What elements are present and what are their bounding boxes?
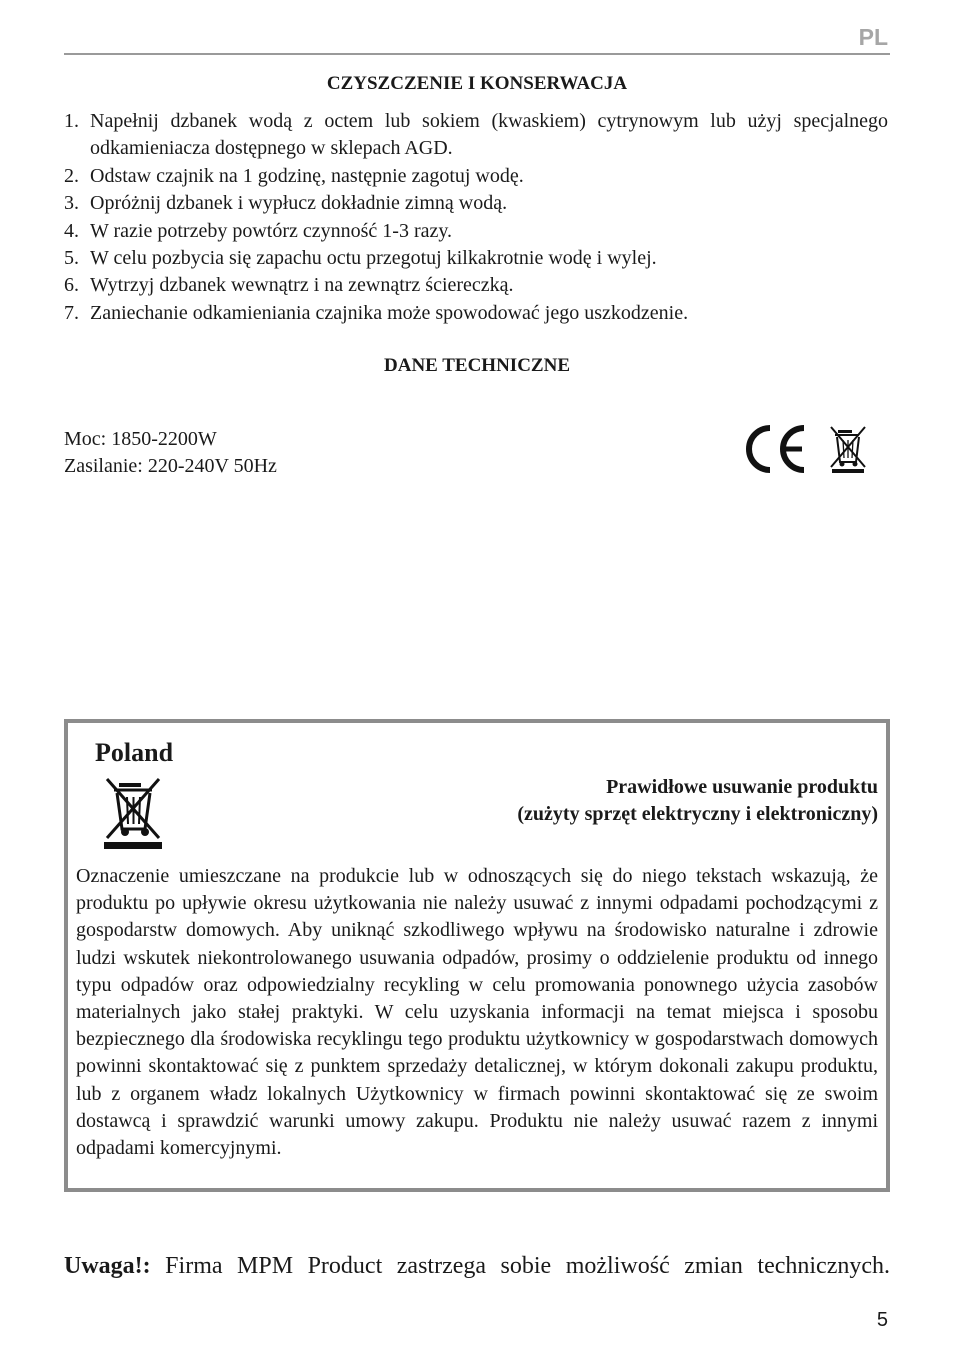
- step-text: Opróżnij dzbanek i wypłucz dokładnie zimną wodą.: [90, 192, 508, 215]
- supply-spec: Zasilanie: 220-240V 50Hz: [64, 455, 277, 477]
- weee-bin-icon: [101, 775, 165, 849]
- power-spec: Moc: 1850-2200W: [64, 428, 217, 450]
- language-label: PL: [858, 24, 888, 50]
- list-item: [64, 245, 888, 272]
- step-number: 6.: [64, 274, 79, 297]
- disposal-box: [64, 719, 890, 1192]
- list-item: [64, 218, 888, 245]
- list-item: [64, 300, 888, 327]
- disposal-title-line: Prawidłowe usuwanie produktu: [606, 776, 878, 798]
- note-text: Firma MPM Product zastrzega sobie możliwość zmian technicznych.: [150, 1253, 890, 1279]
- ce-mark-icon: [742, 424, 808, 474]
- list-item: [64, 190, 888, 217]
- disposal-subtitle-line: (zużyty sprzęt elektryczny i elektroniczny): [517, 803, 878, 825]
- step-number: 7.: [64, 301, 79, 324]
- list-item: [64, 272, 888, 299]
- disposal-title: [517, 774, 878, 828]
- cleaning-heading: CZYSZCZENIE I KONSERWACJA: [326, 73, 628, 94]
- step-text: Wytrzyj dzbanek wewnątrz i na zewnątrz ściereczką.: [90, 274, 514, 297]
- disposal-text: Oznaczenie umieszczane na produkcie lub w odnoszących się do niego tekstach wskazują, że produktu po upływie okresu użytkowania nie należy usuwać z innymi odpadami pochodzącymi z gospodarstw domowych. Aby uniknąć szkodliwego wpływu na środowisko naturalne i zdrowie ludzi wskutek niekontrolowanego usuwania odpadów, prosimy o oddzielenie produktu od innego typu odpadów oraz odpowiedzialny recykling w celu promowania ponownego użycia zasobów materialnych jako stałej praktyki. W celu uzyskania informacji na temat miejsca i sposobu bezpiecznego dla środowiska recyklingu tego produktu użytkownicy w gospodarstwach domowych powinni skontaktować się z punktem sprzedaży detalicznej, w którym dokonali zakupu produktu, lub z organem władz lokalnych Użytkownicy w firmach powinni skontaktować się ze swoim dostawcą i sprawdzić warunki umowy zakupu. Produktu nie należy usuwać razem z innymi odpadami komercyjnymi.: [76, 865, 878, 1160]
- step-number: 1.: [64, 110, 79, 132]
- list-item: [64, 108, 888, 163]
- page-number: 5: [876, 1309, 888, 1331]
- step-number: 4.: [64, 219, 79, 242]
- list-item: [64, 163, 888, 190]
- step-number: 2.: [64, 164, 79, 187]
- step-text: Napełnij dzbanek wodą z octem lub sokiem (kwaskiem) cytrynowym lub użyj specjalnego odkamieniacza dostępnego w sklepach AGD.: [90, 110, 888, 160]
- step-text: W celu pozbycia się zapachu octu przegotuj kilkakrotnie wodę i wylej.: [90, 247, 657, 270]
- technical-heading: DANE TECHNICZNE: [384, 355, 570, 376]
- step-text: Zaniechanie odkamieniania czajnika może spowodować jego uszkodzenie.: [90, 301, 689, 324]
- step-text: W razie potrzeby powtórz czynność 1-3 razy.: [90, 219, 453, 242]
- note-label: Uwaga!:: [64, 1253, 151, 1279]
- step-number: 3.: [64, 192, 79, 215]
- cleaning-steps-list: [64, 108, 888, 327]
- step-number: 5.: [64, 247, 79, 270]
- country-label: Poland: [95, 738, 174, 767]
- weee-bin-icon: [828, 424, 868, 474]
- step-text: Odstaw czajnik na 1 godzinę, następnie zagotuj wodę.: [90, 164, 524, 187]
- technical-changes-note: [64, 1253, 890, 1280]
- header-divider: [64, 53, 890, 55]
